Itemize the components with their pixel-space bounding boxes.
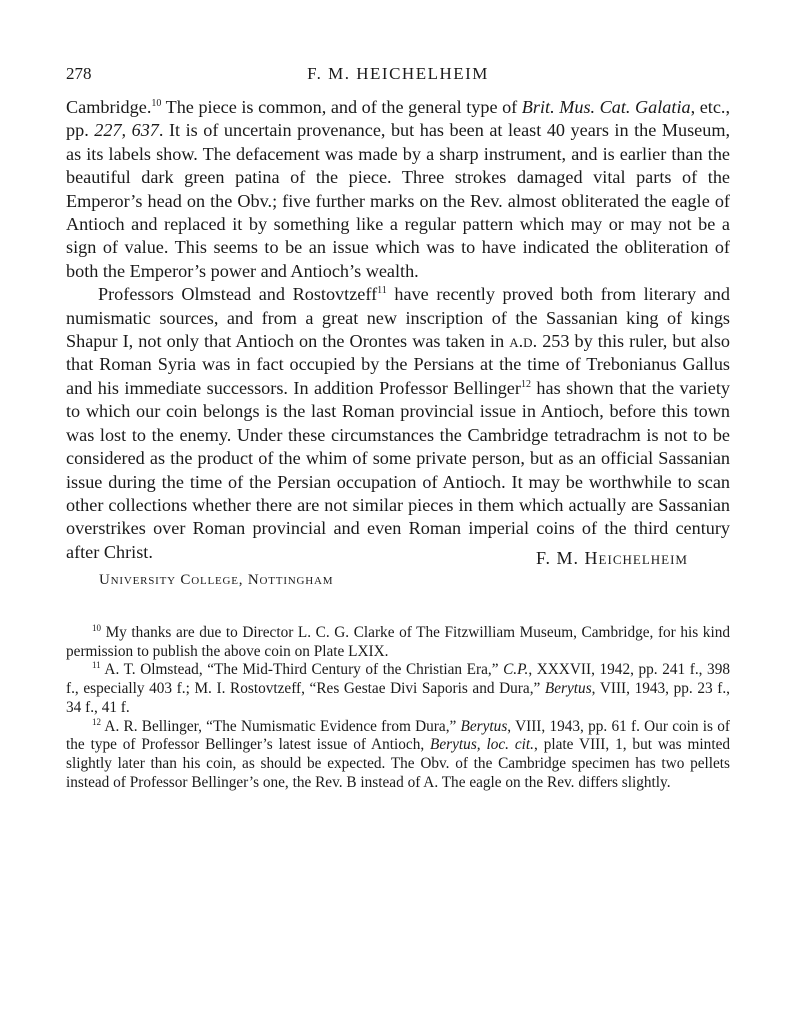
text-run: Cambridge.	[66, 97, 152, 117]
footnote-ref-12[interactable]: 12	[520, 378, 531, 390]
page-number: 278	[66, 64, 92, 83]
footnotes	[66, 624, 730, 792]
footnote-text: A. T. Olmstead, “The Mid-Third Century of the Christian Era,”	[100, 661, 504, 679]
footnote-text: A. R. Bellinger, “The Numismatic Evidence from Dura,”	[101, 717, 461, 735]
italic-title: Brit. Mus. Cat. Galatia	[521, 97, 691, 117]
footnote-text: , VIII, 1943, pp. 61 f. Our coin is of the type of Professor Bellinger’s latest issue of Antioch,	[66, 717, 730, 754]
author-signature: F. M. Heichelheim	[535, 548, 688, 568]
text-run: . It is of uncertain provenance, but has been at least 40 years in the Museum, as its labels show. The defacement was made by a sharp instrument, and is earlier than the beautiful dark green patina of the piece. Three strokes damaged vital parts of the Emperor’s head on the Obv.; five further marks on the Rev. almost obliterated the eagle of Antioch and replaced it by something like a regular pattern which may or may not be a sign of value. This seems to be an issue which was to have indicated the obliteration of both the Emperor’s power and Antioch’s wealth.	[66, 120, 731, 281]
italic-journal: Berytus	[544, 680, 592, 698]
body-text	[66, 96, 730, 564]
running-head	[66, 64, 730, 86]
text-run: has shown that the variety to which our coin belongs is the last Roman provincial issue in Antioch, before this town was lost to the enemy. Under these circumstances the Cambridge tetradrachm is not to be considered as the product of the whim of some private person, but as an official Sassanian issue during the time of the Persian occupation of Antioch. It may be worthwhile to scan other collections whether there are not similar pieces in them which actually are Sassanian overstrikes over Roman provincial and even Roman imperial coins of the third century after Christ.	[66, 377, 730, 562]
footnote-mark: 10	[92, 623, 101, 633]
footnote-ref-11[interactable]: 11	[377, 285, 387, 297]
paragraph-2	[66, 283, 730, 564]
text-run: have recently proved both from literary and numismatic sources, and from a great new inscription of the Sassanian king of kings Shapur I, not only that Antioch on the Orontes was taken in	[66, 284, 730, 352]
italic-citation: Berytus, loc. cit.	[430, 736, 534, 754]
running-title: F. M. HEICHELHEIM	[307, 64, 489, 83]
era-abbreviation: a.d.	[509, 331, 538, 352]
footnote-text: My thanks are due to Director L. C. G. Clarke of The Fitzwilliam Museum, Cambridge, for his kind permission to publish the above coin on Plate LXIX.	[66, 624, 730, 660]
footnote-mark: 12	[92, 716, 101, 727]
text-run: , etc., pp.	[66, 97, 730, 141]
footnote-text: , plate VIII, 1, but was minted slightly later than his coin, as should be expected. The Obv. of the Cambridge specimen has two pellets instead of Professor Bellinger’s one, the Rev. B instead of A. The eagle on the Rev. differs slightly.	[66, 736, 731, 791]
text-run: 253 by this ruler, but also that Roman Syria was in fact occupied by the Persians at the time of Trebonianus Gallus and his immediate successors. In addition Professor Bellinger	[66, 331, 730, 398]
text-run: Professors Olmstead and Rostovtzeff	[98, 284, 378, 305]
text-run: The piece is common, and of the general type of	[161, 97, 522, 117]
italic-journal: C.P.	[503, 661, 529, 679]
footnote-ref-10[interactable]: 10	[151, 98, 162, 109]
italic-pages: 227, 637	[94, 120, 159, 141]
footnote-text: , XXXVII, 1942, pp. 241 f., 398 f., especially 403 f.; M. I. Rostovtzeff, “Res Gestae Divi Saporis and Dura,”	[66, 661, 730, 698]
footnote-text: , VIII, 1943, pp. 23 f., 34 f., 41 f.	[66, 680, 730, 716]
paragraph-1	[66, 96, 730, 283]
footnote-mark: 11	[92, 660, 101, 671]
footnote-10	[66, 624, 730, 661]
author-affiliation: University College, Nottingham	[99, 572, 334, 588]
italic-journal: Berytus	[460, 717, 508, 735]
footnote-12	[66, 718, 730, 793]
footnote-11	[66, 661, 730, 717]
